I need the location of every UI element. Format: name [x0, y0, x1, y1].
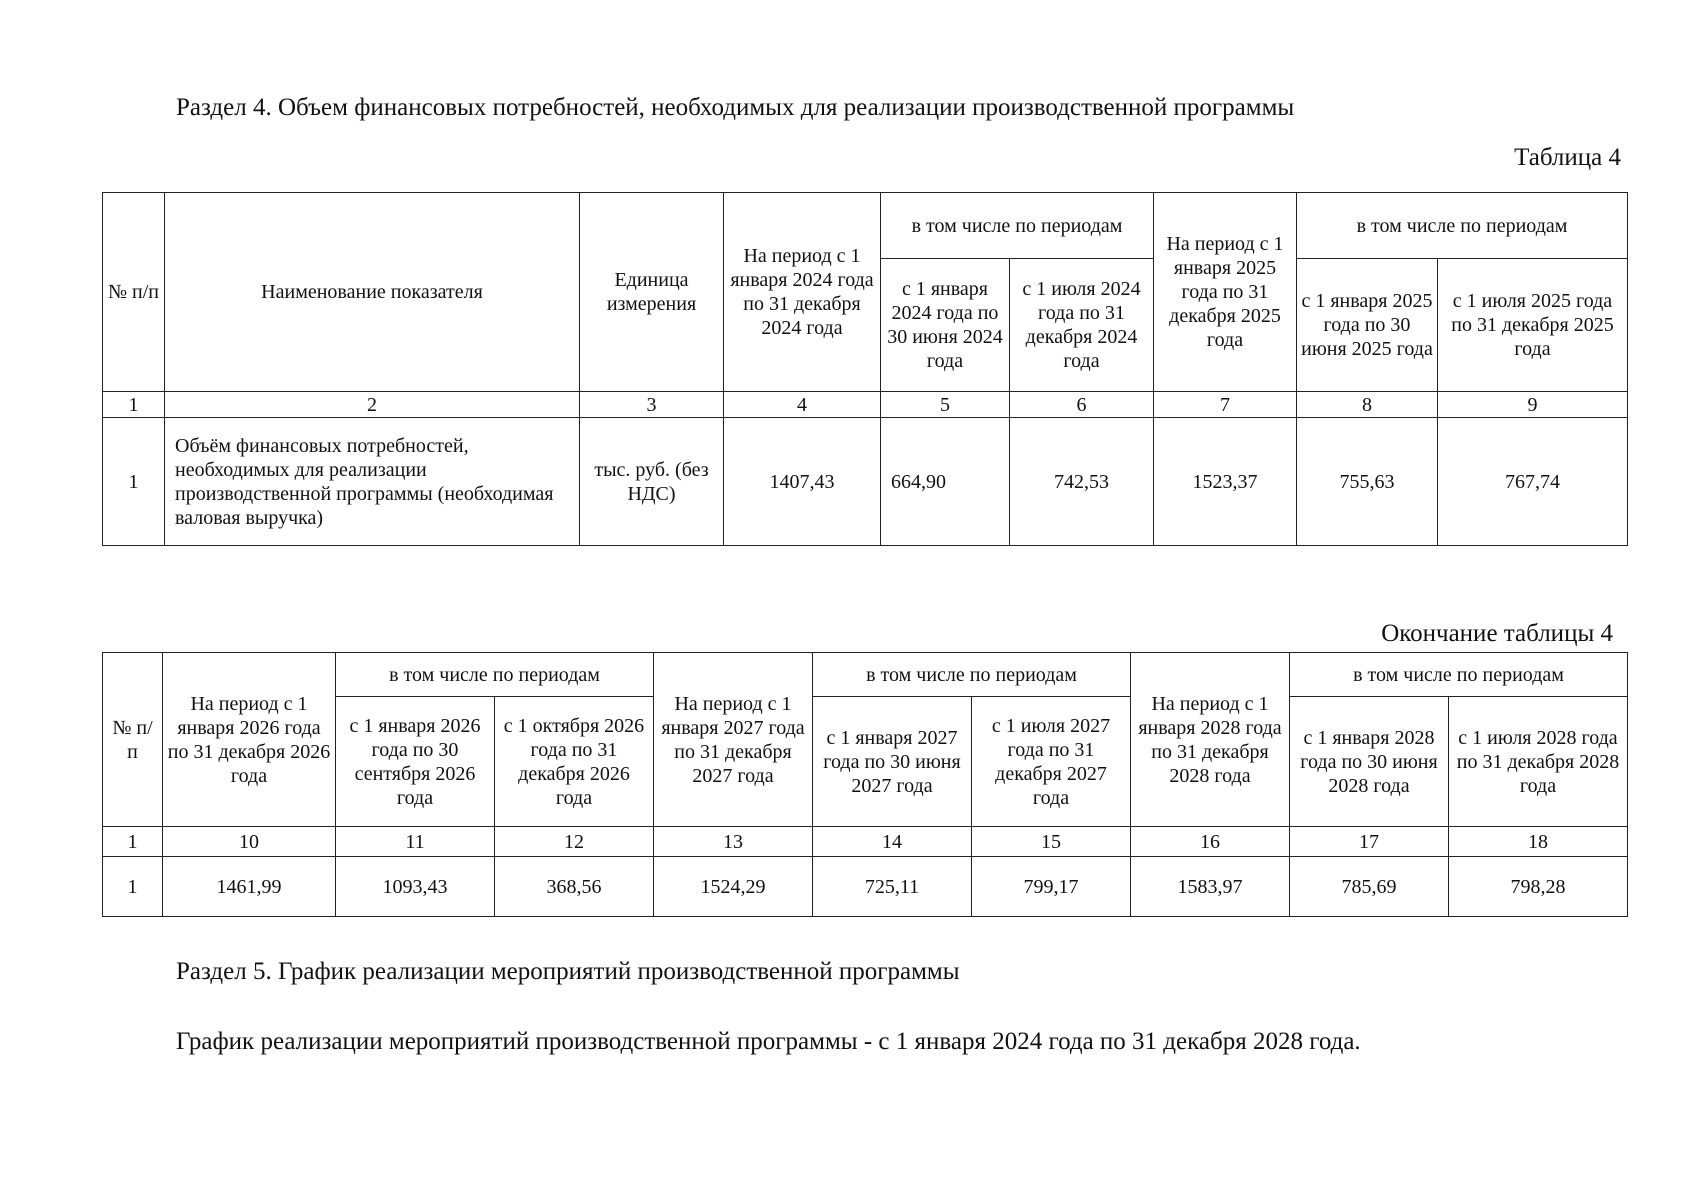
row-value-16: 1583,97: [1131, 857, 1290, 917]
col-number: 10: [163, 827, 336, 857]
header-num: № п/п: [103, 193, 165, 392]
col-number: 11: [336, 827, 495, 857]
header-period-2026: На период с 1 января 2026 года по 31 декабря 2026 года: [163, 653, 336, 827]
col-number: 2: [165, 392, 580, 418]
row-value-11: 1093,43: [336, 857, 495, 917]
table-4: [102, 192, 1628, 546]
row-value-4: 1407,43: [724, 418, 881, 546]
header-2027-h2: с 1 июля 2027 года по 31 декабря 2027 года: [972, 697, 1131, 827]
col-number: 18: [1449, 827, 1628, 857]
header-2027-h1: с 1 января 2027 года по 30 июня 2027 года: [813, 697, 972, 827]
row-value-18: 798,28: [1449, 857, 1628, 917]
table-4-end-label: Окончание таблицы 4: [1381, 620, 1613, 647]
col-number: 1: [103, 392, 165, 418]
row-name: Объём финансовых потребностей, необходимых для реализации производственной программы (необходимая валовая выручка): [165, 418, 580, 546]
col-number: 14: [813, 827, 972, 857]
header-2028-h2: с 1 июля 2028 года по 31 декабря 2028 года: [1449, 697, 1628, 827]
row-value-8: 755,63: [1297, 418, 1438, 546]
col-number: 7: [1154, 392, 1297, 418]
header-period-2025: На период с 1 января 2025 года по 31 декабря 2025 года: [1154, 193, 1297, 392]
col-number: 3: [580, 392, 724, 418]
col-number: 15: [972, 827, 1131, 857]
header-2024-h2: с 1 июля 2024 года по 31 декабря 2024 года: [1010, 259, 1154, 392]
table-4-end: [102, 652, 1628, 917]
col-number: 9: [1438, 392, 1628, 418]
header-including-periods-2026: в том числе по периодам: [336, 653, 654, 697]
header-2024-h1: с 1 января 2024 года по 30 июня 2024 года: [881, 259, 1010, 392]
row-value-6: 742,53: [1010, 418, 1154, 546]
table-row: [103, 857, 1628, 917]
col-number: 5: [881, 392, 1010, 418]
row-value-15: 799,17: [972, 857, 1131, 917]
row-value-5: 664,90: [881, 418, 1010, 546]
header-including-periods-2024: в том числе по периодам: [881, 193, 1154, 259]
header-2025-h1: с 1 января 2025 года по 30 июня 2025 года: [1297, 259, 1438, 392]
header-period-2028: На период с 1 января 2028 года по 31 декабря 2028 года: [1131, 653, 1290, 827]
header-period-2024: На период с 1 января 2024 года по 31 декабря 2024 года: [724, 193, 881, 392]
col-number: 17: [1290, 827, 1449, 857]
row-value-7: 1523,37: [1154, 418, 1297, 546]
col-number: 8: [1297, 392, 1438, 418]
row-value-10: 1461,99: [163, 857, 336, 917]
header-2025-h2: с 1 июля 2025 года по 31 декабря 2025 года: [1438, 259, 1628, 392]
row-value-14: 725,11: [813, 857, 972, 917]
col-number: 6: [1010, 392, 1154, 418]
row-num: 1: [103, 418, 165, 546]
row-value-12: 368,56: [495, 857, 654, 917]
section-5-text: График реализации мероприятий производственной программы - с 1 января 2024 года по 31 декабря 2028 года.: [176, 1028, 1361, 1055]
header-num: № п/п: [103, 653, 163, 827]
header-including-periods-2027: в том числе по периодам: [813, 653, 1131, 697]
row-num: 1: [103, 857, 163, 917]
header-2026-b: с 1 октября 2026 года по 31 декабря 2026 года: [495, 697, 654, 827]
table-row: [103, 418, 1628, 546]
col-number: 12: [495, 827, 654, 857]
row-value-13: 1524,29: [654, 857, 813, 917]
row-unit: тыс. руб. (без НДС): [580, 418, 724, 546]
col-number: 4: [724, 392, 881, 418]
row-value-17: 785,69: [1290, 857, 1449, 917]
header-including-periods-2028: в том числе по периодам: [1290, 653, 1628, 697]
header-name: Наименование показателя: [165, 193, 580, 392]
table-4-label: Таблица 4: [1514, 144, 1621, 171]
col-number: 16: [1131, 827, 1290, 857]
header-2028-h1: с 1 января 2028 года по 30 июня 2028 года: [1290, 697, 1449, 827]
header-2026-a: с 1 января 2026 года по 30 сентября 2026 года: [336, 697, 495, 827]
header-including-periods-2025: в том числе по периодам: [1297, 193, 1628, 259]
section-4-title: Раздел 4. Объем финансовых потребностей, необходимых для реализации производственной программы: [176, 94, 1295, 121]
col-number: 1: [103, 827, 163, 857]
col-number: 13: [654, 827, 813, 857]
row-value-9: 767,74: [1438, 418, 1628, 546]
section-5-title: Раздел 5. График реализации мероприятий производственной программы: [176, 958, 960, 985]
header-period-2027: На период с 1 января 2027 года по 31 декабря 2027 года: [654, 653, 813, 827]
header-unit: Единица измерения: [580, 193, 724, 392]
